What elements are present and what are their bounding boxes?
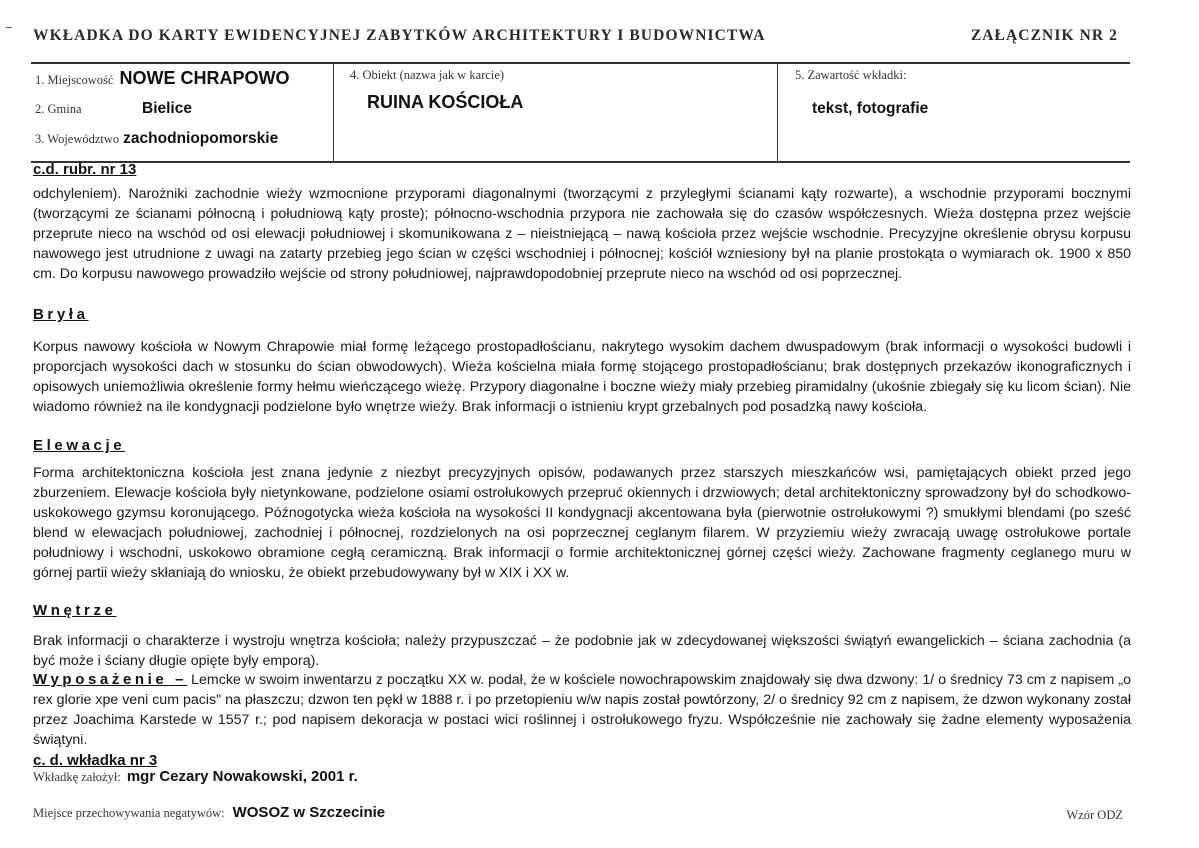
bryla-paragraph: Korpus nawowy kościoła w Nowym Chrapowie miał formę leżącego prostopadłościanu, nakrytego wysokim dachem dwuspadowym (brak informacji o wysokości budowli i proporcjach wysokości dach w stosunku do ścian obwodowych). Wieża kościelna miała formę stojącego prostopadłościanu; brak dostępnych przekazów ikonograficznych i opisowych uniemożliwia określenie formy hełmu wieńczącego wieżę. Przypory diagonalne i boczne wieży miały przebieg piramidalny (ukośnie zbiegały się ku licom ścian). Nie wiadomo również na ile kondygnacji podzielone było wnętrze wieży. Brak informacji o istnieniu krypt grzebalnych pod posadzką nawy kościoła. bbox=[33, 339, 1131, 415]
continued-insert: c. d. wkładka nr 3 bbox=[33, 752, 158, 769]
margin-mark bbox=[6, 27, 12, 28]
author-row bbox=[33, 768, 358, 786]
negatives-label: Miejsce przechowywania negatywów: bbox=[33, 806, 225, 820]
author-label: Wkładkę założył: bbox=[33, 770, 121, 784]
template-label: Wzór ODZ bbox=[1066, 808, 1123, 822]
annex-number: ZAŁĄCZNIK NR 2 bbox=[970, 27, 1118, 44]
negatives-value: WOSOZ w Szczecinie bbox=[232, 804, 386, 821]
voivodeship-label: 3. Województwo bbox=[35, 132, 120, 146]
locality-row bbox=[35, 68, 289, 89]
contents-column bbox=[778, 64, 1130, 161]
elewacje-heading: Elewacje bbox=[33, 437, 126, 454]
author-value: mgr Cezary Nowakowski, 2001 r. bbox=[126, 768, 358, 785]
wyposazenie-text: Lemcke w swoim inwentarzu z początku XX w. podał, że w kościele nowochrapowskim znajdowały się dwa dzwony: 1/ o średnicy 73 cm z napisem „o rex glorie xpe veni cum pacis" na płaszczu; dzwon ten pękł w 1888 r. i po przetopieniu w/w napis został powtórzony, 2/ o średnicy 92 cm z napisem, że dzwon wykonany został przez Joachima Karstede w 1557 r.; pod napisem dekoracja w postaci wici roślinnej i ostrołukowego fryzu. Współcześnie nie zachowały się żadne elementy wyposażenia świątyni. bbox=[33, 672, 1131, 748]
continuation-heading: c.d. rubr. nr 13 bbox=[33, 161, 137, 178]
object-label: 4. Obiekt (nazwa jak w karcie) bbox=[350, 68, 505, 82]
location-column bbox=[31, 64, 334, 161]
commune-label: 2. Gmina bbox=[35, 102, 82, 116]
contents-value: tekst, fotografie bbox=[812, 100, 929, 117]
contents-label: 5. Zawartość wkładki: bbox=[795, 68, 907, 82]
object-value: RUINA KOŚCIOŁA bbox=[367, 92, 524, 112]
negatives-row bbox=[33, 804, 385, 822]
object-column bbox=[334, 64, 778, 161]
commune-row bbox=[35, 100, 192, 118]
intro-paragraph: odchyleniem). Narożniki zachodnie wieży wzmocnione przyporami diagonalnymi (tworzącymi z przyległymi ścianami kąty rozwarte), a wschodnie przyporami bocznymi (tworzącymi ze ścianami północną i południową kąty proste); północno-wschodnia przypora nie zachowała się do czasów współczesnych. Wieża dostępna przez wejście przeprute nieco na wschód od osi elewacji południowej i skomunikowana z – nieistniejącą – nawą kościoła przez wejście wschodnie. Precyzyjne określenie obrysu korpusu nawowego jest utrudnione z uwagi na zatarty przebieg jego ścian w części wschodniej i północnej; kościół wzniesiony był na planie prostokąta o wymiarach ok. 1900 x 850 cm. Do korpusu nawowego prowadziło wejście od strony południowej, najprawdopodobniej przeprute nieco na wschód od osi poprzecznej. bbox=[33, 186, 1131, 282]
voivodeship-row bbox=[35, 130, 278, 148]
form-header-box bbox=[31, 62, 1130, 163]
wyposazenie-heading: Wyposażenie – bbox=[33, 671, 188, 688]
wyposazenie-paragraph bbox=[33, 670, 1131, 750]
wnetrze-paragraph: Brak informacji o charakterze i wystroju wnętrza kościoła; należy przypuszczać – że podobnie jak w zdecydowanej większości świątyń ewangelickich – ściana zachodnia (a być może i ściany długie opięte były emporą). bbox=[33, 633, 1131, 669]
commune-value: Bielice bbox=[142, 100, 192, 117]
document-title: WKŁADKA DO KARTY EWIDENCYJNEJ ZABYTKÓW ARCHITEKTURY I BUDOWNICTWA bbox=[33, 27, 766, 44]
locality-value: NOWE CHRAPOWO bbox=[119, 68, 290, 88]
wnetrze-heading: Wnętrze bbox=[33, 602, 117, 619]
bryla-heading: Bryła bbox=[33, 306, 89, 323]
locality-label: 1. Miejscowość bbox=[35, 73, 114, 87]
elewacje-paragraph: Forma architektoniczna kościoła jest znana jedynie z niezbyt precyzyjnych opisów, podawanych przez starszych mieszkańców wsi, pamiętających obiekt przed jego zburzeniem. Elewacje kościoła były nietynkowane, podzielone osiami ostrołukowych przepruć okiennych i drzwiowych; detal architektoniczny sprowadzony był do schodkowo-uskokowego gzymsu koronującego. Późnogotycka wieża kościoła na wysokości II kondygnacji akcentowana była (pierwotnie ostrołukowymi ?) smukłymi blendami (po sześć blend w elewacjach południowej, zachodniej i północnej, rozdzielonych na osi poprzecznej ceglanym filarem. W przyziemiu wieży zwracają uwagę ostrołukowe portale południowy i wschodni, uskokowo obramione cegłą ceramiczną. Brak informacji o formie architektonicznej górnej części wieży. Zachowane fragmenty ceglanego muru w górnej partii wieży skłaniają do wniosku, że obiekt przebudowywany był w XIX i XX w. bbox=[33, 465, 1131, 581]
voivodeship-value: zachodniopomorskie bbox=[123, 130, 279, 147]
